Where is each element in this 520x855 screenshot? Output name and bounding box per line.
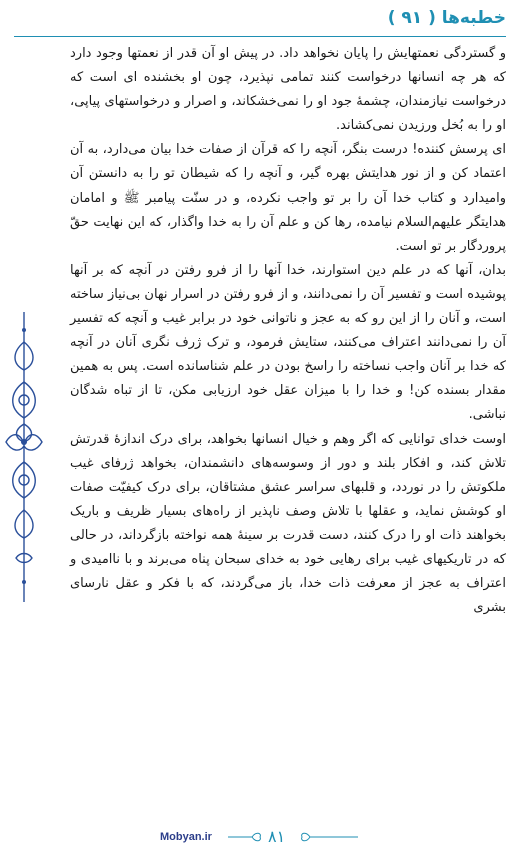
site-name: Mobyan.ir	[160, 831, 212, 843]
footer-flourish-icon	[228, 829, 264, 845]
paragraph: ای پرسش کننده! درست بنگر، آنچه را که قرآن از صفات خدا بیان می‌دارد، به آن اعتماد کن و از نور هدایتش بهره گیر، و آنچه را که شیطان تو را به دانستن آن وامیدارد و کتاب خدا آن را بر تو واجب نکرده، و در سنّت پیامبر ﷺ و امامان هدایتگر علیهم‌السلام نیامده، رها کن و علم آن را به خدا واگذار، که این نهایت حقّ پروردگار بر تو است.	[70, 142, 506, 254]
margin-ornament-icon	[2, 312, 46, 602]
page-footer	[150, 827, 370, 849]
chapter-title: خطبه‌ها ( ۹۱ )	[387, 8, 506, 28]
page-number: ۸۱	[268, 827, 286, 846]
page-header	[14, 6, 506, 37]
paragraph: اوست خدای توانایی که اگر وهم و خیال انسانها بخواهد، برای درک اندازهٔ قدرتش تلاش کند، و افکار بلند و دور از وسوسه‌های دانشمندان، بخواهد ژرفای غیب ملکوتش را در نوردد، و قلبهای سراسر عشق مشتاقان، برای درک کیفیّت صفات او کوشش نماید، و عقلها با تلاش وصف ناپذیر از راه‌های بسیار ظریف و باریک بخواهند ذات او را درک کنند، دست قدرت بر سینهٔ همه نواخته بازگرداند، در حالی که در تاریکیهای غیب برای رهایی خود به خدای سبحان پناه می‌برند و با ناامیدی و اعتراف به عجز از معرفت ذات خدا، باز می‌گردند، که با فکر و عقل نارسای بشری	[70, 431, 506, 616]
footer-flourish-icon	[298, 829, 358, 845]
body-text	[70, 42, 506, 620]
paragraph: بدان، آنها که در علم دین استوارند، خدا آنها را از فرو رفتن در آنچه که بر آنها پوشیده است و تفسیر آن را نمی‌دانند، و از فرو رفتن در اسرار نهان بی‌نیاز ساخته است، و آنان را از این رو که به عجز و ناتوانی خود در برابر غیب و آنچه که تفسیر آن را نمی‌دانند اعتراف می‌کنند، ستایش فرمود، و ترک ژرف نگری آنان در آنچه که خدا بر آنان واجب نساخته را راسخ بودن در علم شناسانده است. پس به همین مقدار بسنده کن! و خدا را با میزان عقل خود ارزیابی مکن، تا از تباه شدگان نباشی.	[70, 262, 506, 423]
paragraph: و گستردگی نعمتهایش را پایان نخواهد داد. در پیش او آن قدر از نعمتها وجود دارد که هر چه انسانها درخواست کنند تمامی نپذیرد، چون او بخشنده ای است که درخواست نیازمندان، چشمهٔ جود او را نمی‌خشکاند، و اصرار و درخواستهای پیاپی، او را به بُخل ورزیدن نمی‌کشاند.	[70, 46, 506, 134]
